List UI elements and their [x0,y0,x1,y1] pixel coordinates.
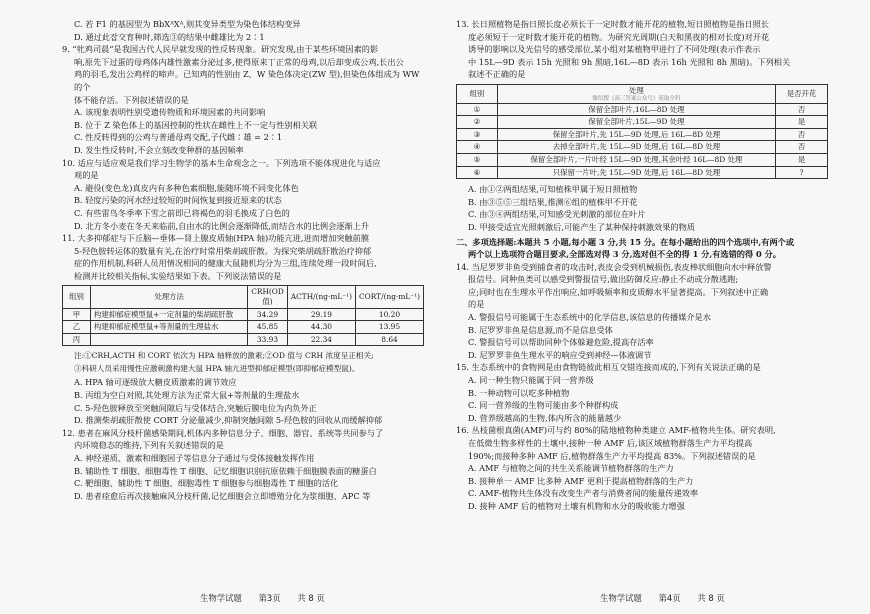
q13-table-wrap [456,84,828,179]
table-cell: 是 [776,116,828,129]
right-page [456,18,828,513]
q14-stem-line: 应;同时也在生理水平作出响应,如呼吸频率和皮质醇水平显著提高。下列叙述中正确 [468,286,769,297]
prev-option-d: D. 通过此잡交育种时,筛选③的结果中雌雄比为 2∶1 [74,31,265,42]
table-header-cell: ACTH/(ng·mL⁻¹) [287,286,355,308]
table-cell: ⑥ [457,166,498,179]
table-row [63,321,424,334]
q13-stem-line: 叙述不正确的是 [468,69,526,80]
q14-option-b: B. 尼罗罗非鱼是信息源,而不是信息受体 [468,324,613,335]
footer-total-pages: 共 8 页 [697,593,725,603]
footer-total-pages: 共 8 页 [297,593,325,603]
table-cell: 是 [776,153,828,166]
q9-option-d: D. 发生性反转时,不会立刻改变种群的基因频率 [74,144,244,155]
q13-stem-line: 13. 长日照植物是指日照长度必须长于一定时数才能开花的植物,短日照植物是指日照长 [456,19,769,29]
table-header-cell: 是否开花 [776,84,828,103]
q10-option-c: C. 有些雷鸟冬季率下雪之前即已将褐色的羽毛换成了白色的 [74,207,290,218]
q14-option-d: D. 尼罗罗非鱼生理水平的响应受到神经—体液调节 [468,349,652,360]
q13-option-d: D. 甲接受适宜光照刺激后,可能产生了某种保持刺激效果的物质 [468,221,695,232]
question-14 [456,261,828,362]
q14-option-a: A. 警报信号可能属于生态系统中的化学信息,该信息的传播媒介是水 [468,312,711,323]
q11-table-note: 注:①CRH,ACTH 和 CORT 依次为 HPA 轴释放的激素;②OD 值与 CRH 浓度呈正相关; [74,351,374,361]
table-cell: ? [776,166,828,179]
question-12 [62,427,424,503]
q9-stem-line: 9. “牝鸡司晨”是我国古代人民早就发现的性反转现象。研究发现,由于某些环境因素的影 [62,44,379,55]
question-9 [62,43,424,156]
q16-stem-line: 16. 丛枝菌根真菌(AMF)可与约 80%的陆地植物种类建立 AMF-植物共生体。研究表明, [456,425,776,436]
table-cell: 否 [776,141,828,154]
table-cell: ② [457,116,498,129]
table-cell: 10.20 [356,308,424,321]
left-page-footer [200,592,339,604]
q11-option-c: C. 5-羟色胺释放至突触间隙后与受体结合,突触后膜电位为内负外正 [74,402,317,413]
table-cell: 44.30 [287,321,355,334]
q11-data-table [62,285,424,346]
q11-option-d: D. 推测柴胡疏肝散使 CORT 分泌量减少,抑制突触间隙 5-羟色胺的回收从而缓解抑郁 [74,415,383,426]
q12-option-c: C. 靶细胞、辅助性 T 细胞、细胞毒性 T 细胞参与细胞毒性 T 细胞的活化 [74,478,339,489]
table-cell: 乙 [63,321,91,334]
q16-option-d: D. 接种 AMF 后的植物对土壤有机物和水分的吸收能力增强 [468,500,685,511]
q15-stem-line: 15. 生态系统中的食物网是由食物链彼此相互交错连接而成的,下列有关说法正确的是 [456,362,761,373]
table-cell: 33.93 [248,333,288,346]
q11-table-wrap [62,285,424,346]
table-cell: ① [457,103,498,116]
question-10 [62,157,424,233]
table-cell [90,333,247,346]
q12-stem-line: 内环境稳态的维持,下列有关叙述错误的是 [74,440,224,451]
q14-option-c: C. 警报信号可以帮助同种个体躲避危险,提高存活率 [468,337,654,348]
q9-stem-line: 响,原先下过蛋的母鸡体内雄性激素分泌过多,使得原来丁正常的母鸡,以后却变成公鸡,长出公 [74,56,404,67]
table-cell: 构建抑郁症模型鼠+等剂量的生理盐水 [90,321,247,334]
table-cell: 保留全部叶片,先 15L—9D 处理,后 16L—8D 处理 [497,128,775,141]
q13-option-b: B. 由③⑤⑤三组结果,推测⑥组的植株甲不开花 [468,196,638,207]
table-row [457,166,828,179]
footer-page-number: 第4页 [658,593,681,603]
q11-stem-line: 症的作用机制,科研人员用情况相同的健康大鼠随机均分为三组,连续处理一段时间后, [74,258,377,269]
table-row [457,128,828,141]
q13-option-a: A. 由①②两组结果,可知植株甲属于短日照植物 [468,184,638,195]
table-cell: 保留全部叶片,16L—8D 处理 [497,103,775,116]
question-11 [62,232,424,427]
watermark-text: 微信搜《高三答案公众号》获取全科 [592,95,681,102]
q10-stem-line: 观的是 [74,170,99,181]
q16-option-a: A. AMF 与植物之间的共生关系能调节植物群落的生产力 [468,463,674,474]
q14-stem-line: 14. 当尼罗罗非鱼受到捕食者的攻击时,表皮会受到机械损伤,表皮棒状细胞向水中释放警 [456,261,772,272]
q14-stem-line: 的是 [468,299,485,310]
q16-stem-line: 在低微生物多样性的土壤中,接种一种 AMF 后,该区域植物群落生产力平均提高 [468,438,753,448]
question-13 [456,18,828,234]
table-cell: 否 [776,103,828,116]
table-row [457,141,828,154]
section-heading: 二、多项选择题:本题共 5 小题,每小题 3 分,共 15 分。在每小题给出的四个选项中,有两个或 [456,236,795,247]
q10-stem-line: 10. 适应与适应观是我们学习生物学的基本生命观念之一。下列选项不能体现进化与适应 [62,157,381,168]
q11-option-b: B. 丙组为空白对照,其处理方法为正常大鼠+等剂量的生理盐水 [74,390,300,401]
q11-stem-line: 检测并比较相关指标,实验结果如下表。下列说法错误的是 [74,270,282,281]
table-header-cell [497,84,775,103]
table-row [457,103,828,116]
table-header-row [457,84,828,103]
table-cell: 保留全部叶片,一片叶经 15L—9D 处理,其余叶经 16L—8D 处理 [497,153,775,166]
table-cell: 构建抑郁症模型鼠+一定剂量的柴胡疏肝散 [90,308,247,321]
table-cell: 丙 [63,333,91,346]
table-header-cell: CRH(OD值) [248,286,288,308]
q16-option-c: C. AMF-植物共生体没有改变生产者与消费者间的能量传递效率 [468,488,699,499]
section-heading: 两个以上选项符合题目要求,全部选对得 3 分,选对但不全的得 1 分,有选错的得 0 分。 [468,249,781,260]
q11-option-a: A. HPA 轴可逐级放大糖皮质激素的调节效应 [74,377,237,388]
footer-subject: 生物学试题 [600,593,642,603]
table-cell: 否 [776,128,828,141]
table-cell: 保留全部叶片,15L—9D 处理 [497,116,775,129]
question-15 [456,361,828,424]
table-header-cell: 组别 [63,286,91,308]
q12-option-b: B. 辅助性 T 细胞、细胞毒性 T 细胞、记忆细胞识别抗原依赖于细胞膜表面的糖蛋白 [74,465,377,476]
footer-page-number: 第3页 [258,593,281,603]
table-cell: 只保留一片叶,先 15L—9D 处理,后 16L—8D 处理 [497,166,775,179]
q15-option-b: B. 一种动物可以吃多种植物 [468,387,570,398]
table-cell: 甲 [63,308,91,321]
table-cell: 8.64 [356,333,424,346]
table-row [63,308,424,321]
question-16 [456,424,828,512]
q13-stem-line: 度必须短于一定时数才能开花的植物。为研究光周期(白天和黑夜的相对长度)对开花 [468,31,770,42]
q15-option-a: A. 同一种生物只能属于同一营养级 [468,375,594,386]
table-cell: 29.19 [287,308,355,321]
table-cell: 22.34 [287,333,355,346]
q13-stem-line: 诱导的影响以及光信号的感受部位,某小组对某植物甲进行了不同处理(表示作表示 [468,44,761,55]
q10-option-d: D. 北方冬小麦在冬天来临前,自由水的比例会逐渐降低,而结合水的比例会逐渐上升 [74,220,370,231]
q13-data-table [456,84,828,179]
q11-table-note: ③科研人员采用慢性应激刺激构建大鼠 HPA 轴亢进型抑郁症模型(即抑郁症模型鼠)。 [74,364,360,374]
table-cell: 去掉全部叶片,先 15L—9D 处理,后 16L—8D 处理 [497,141,775,154]
prev-option-c: C. 若 F1 的基因型为 BbXᴬXᴬ,则其变异类型为染色体结构变异 [74,19,301,29]
table-cell: 45.85 [248,321,288,334]
table-cell: ④ [457,141,498,154]
q16-stem-line: 190%;而接种多种 AMF 后,植物群落生产力平均提高 83%。下列叙述错误的是 [468,450,756,461]
q14-stem-line: 报信号。同种鱼类可以感受到警报信号,做出防御反应:静止不动或分散逃跑; [468,274,739,285]
q9-option-a: A. 该现象表明性别受遗传物质和环境因素的共同影响 [74,107,266,118]
table-header-cell: 组别 [457,84,498,103]
q12-option-a: A. 神经递质、激素和细胞因子等信息分子通过与受体接触发挥作用 [74,453,315,463]
right-page-footer [600,592,739,604]
q9-stem-line: 鸡的羽毛,发出公鸡样的啼声。已知鸡的性别由 Z、W 染色体决定(ZW 型),但染色体组成为 WW 的个 [74,69,420,92]
q13-option-c: C. 由③④两组结果,可知感受光刺激的部位在叶片 [468,209,646,220]
q15-option-d: D. 营养级越高的生物,体内所含的能量越少 [468,412,622,423]
q12-stem-line: 12. 患者在麻风分枝杆菌感染期间,机体内多种信息分子、细胞、器官、系统等共同参与了 [62,427,384,438]
section-2-header [456,236,828,261]
table-header-row [63,286,424,308]
table-row [457,116,828,129]
q10-option-b: B. 轻度污染的河水经过较短的时间恢复到接近原来的状态 [74,195,282,206]
q9-stem-line: 体不能存活。下列叙述错误的是 [74,94,189,105]
q13-stem-line: 中 15L—9D 表示 15h 光照和 9h 黑暗,16L—8D 表示 16h 光照和 8h 黑暗)。下列相关 [468,56,791,67]
table-cell: ③ [457,128,498,141]
header-text: 处理 [629,85,644,95]
q10-option-a: A. 避役(变色龙)真皮内有多种色素细胞,能随环境不同变化体色 [74,182,299,193]
table-header-cell: CORT/(ng·mL⁻¹) [356,286,424,308]
table-cell: 34.29 [248,308,288,321]
q9-option-b: B. 位于 Z 染色体上的基因控制的性状在雌性上不一定与性别相关联 [74,119,318,130]
q11-stem-line: 5-羟色胺转运体的数量有关,在治疗时常用柴胡疏肝散。为探究柴胡疏肝散治疗抑郁 [74,245,372,256]
q12-option-d: D. 患者痊愈后再次接触麻风分枝杆菌,记忆细胞会立即增殖分化为浆细胞、APC 等 [74,490,371,501]
q16-option-b: B. 接种单一 AMF 比多种 AMF 更利于提高植物群落的生产力 [468,475,694,486]
table-cell: 13.95 [356,321,424,334]
footer-subject: 生物学试题 [200,593,242,603]
q11-stem-line: 11. 大多抑郁症与下丘脑—垂体—肾上腺皮质轴(HPA 轴)功能亢进,进而增加突触前膜 [62,233,370,244]
q9-option-c: C. 性反转得到的公鸡与普通母鸡交配,子代雌∶雄 = 2∶1 [74,132,283,143]
table-cell: ⑤ [457,153,498,166]
table-header-cell: 处理方法 [90,286,247,308]
table-row [457,153,828,166]
left-page [62,18,424,502]
table-row [63,333,424,346]
q15-option-c: C. 同一营养级的生物可能由多个种群构成 [468,400,619,411]
